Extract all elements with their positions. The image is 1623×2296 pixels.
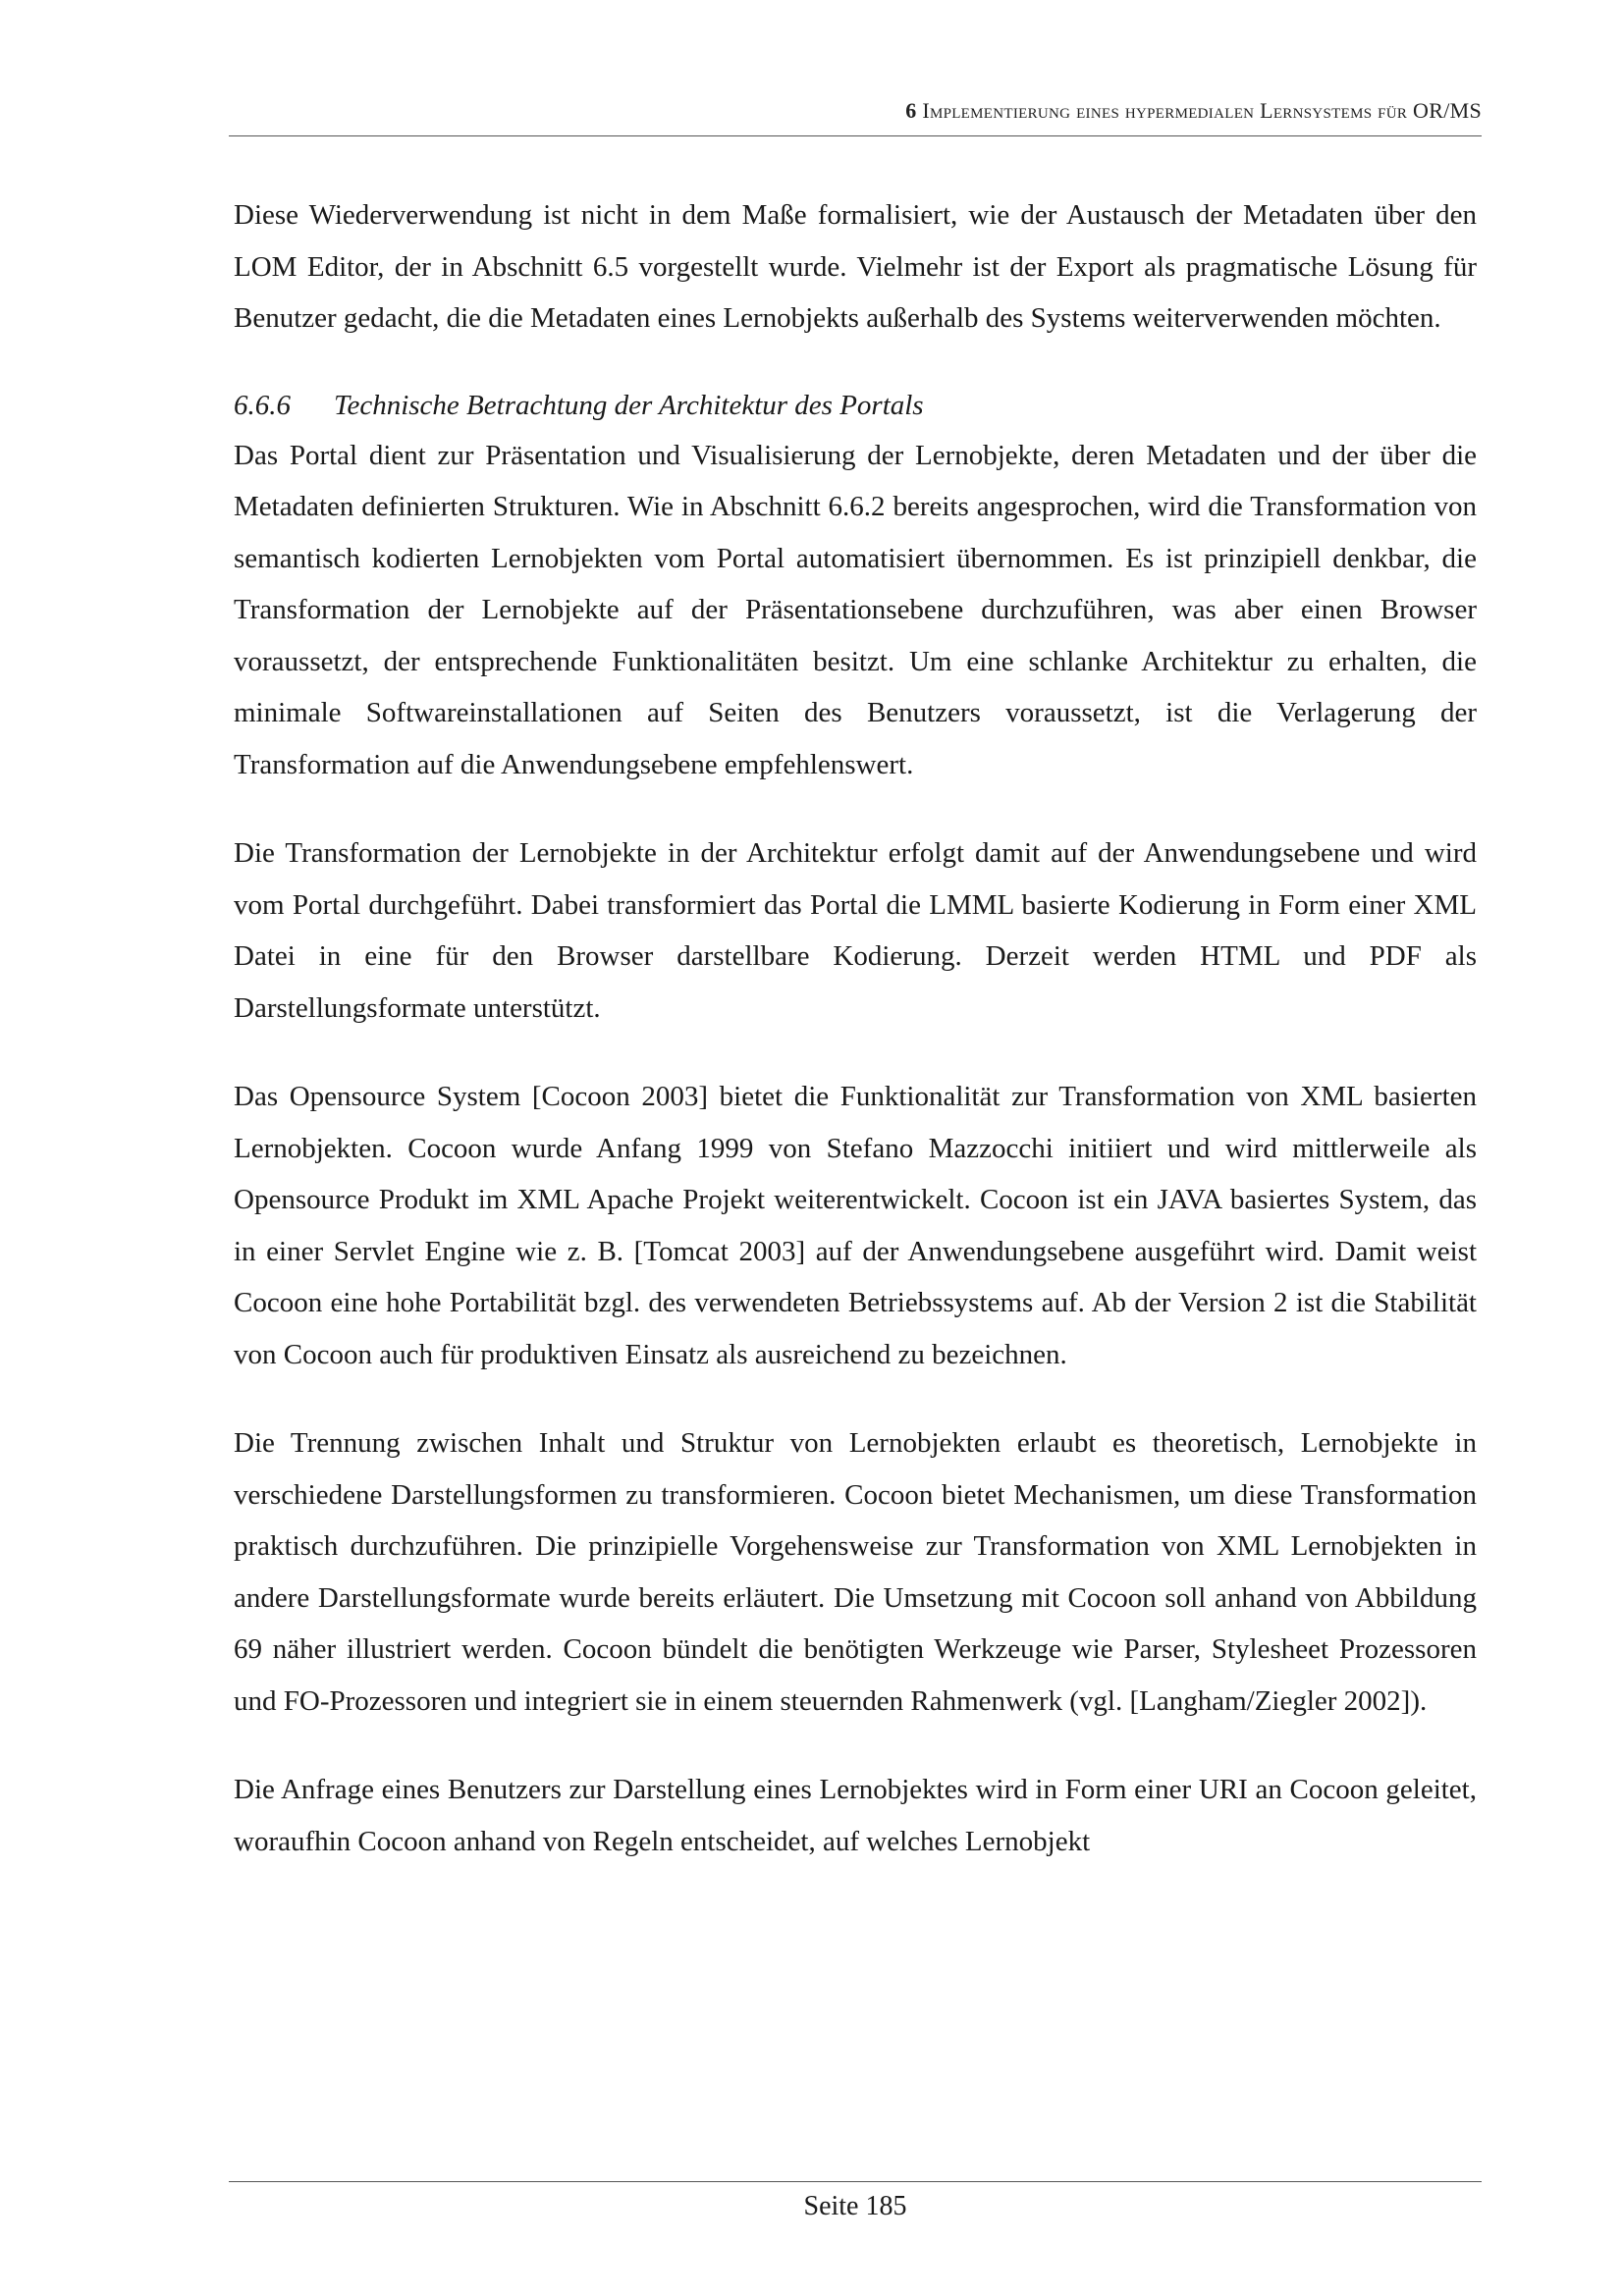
section-number: 6.6.6 xyxy=(234,389,291,421)
footer-rule xyxy=(229,2181,1482,2182)
section-title: Technische Betrachtung der Architektur des Portals xyxy=(334,389,924,421)
header-rule xyxy=(229,135,1482,136)
page-body xyxy=(234,189,1477,1867)
chapter-title: Implementierung eines hypermedialen Lernsystems für OR/MS xyxy=(922,98,1482,123)
paragraph-4: Die Trennung zwischen Inhalt und Struktur von Lernobjekten erlaubt es theoretisch, Lernobjekte in verschiedene Darstellungsformen zu transformieren. Cocoon bietet Mechanismen, um diese Transformation praktisch durchzuführen. Die prinzipielle Vorgehensweise zur Transformation von XML Lernobjekten in andere Darstellungsformate wurde bereits erläutert. Die Umsetzung mit Cocoon soll anhand von Abbildung 69 näher illustriert werden. Cocoon bündelt die benötigten Werkzeuge wie Parser, Stylesheet Prozessoren und FO-Prozessoren und integriert sie in einem steuernden Rahmenwerk (vgl. [Langham/Ziegler 2002]). xyxy=(234,1427,1477,1717)
paragraph-1: Das Portal dient zur Präsentation und Visualisierung der Lernobjekte, deren Metadaten und der über die Metadaten definierten Strukturen. Wie in Abschnitt 6.6.2 bereits angesprochen, wird die Transformation von semantisch kodierten Lernobjekten vom Portal automatisiert übernommen. Es ist prinzipiell denkbar, die Transformation der Lernobjekte auf der Präsentationsebene durchzuführen, was aber einen Browser voraussetzt, der entsprechende Funktionalitäten besitzt. Um eine schlanke Architektur zu erhalten, die minimale Softwareinstallationen auf Seiten des Benutzers voraussetzt, ist die Verlagerung der Transformation auf die Anwendungsebene empfehlenswert. xyxy=(234,439,1477,780)
page-number: Seite 185 xyxy=(803,2191,907,2221)
paragraph-3: Das Opensource System [Cocoon 2003] bietet die Funktionalität zur Transformation von XML basierten Lernobjekten. Cocoon wurde Anfang 1999 von Stefano Mazzocchi initiiert und wird mittlerweile als Opensource Produkt im XML Apache Projekt weiterentwickelt. Cocoon ist ein JAVA basiertes System, das in einer Servlet Engine wie z. B. [Tomcat 2003] auf der Anwendungsebene ausgeführt wird. Damit weist Cocoon eine hohe Portabilität bzgl. des verwendeten Betriebssystems auf. Ab der Version 2 ist die Stabilität von Cocoon auch für produktiven Einsatz als ausreichend zu bezeichnen. xyxy=(234,1081,1477,1370)
paragraph-5: Die Anfrage eines Benutzers zur Darstellung eines Lernobjektes wird in Form einer URI an Cocoon geleitet, woraufhin Cocoon anhand von Regeln entscheidet, auf welches Lernobjekt xyxy=(234,1774,1477,1857)
running-header xyxy=(229,98,1482,137)
paragraph-2: Die Transformation der Lernobjekte in der Architektur erfolgt damit auf der Anwendungsebene und wird vom Portal durchgeführt. Dabei transformiert das Portal die LMML basierte Kodierung in Form einer XML Datei in eine für den Browser darstellbare Kodierung. Derzeit werden HTML und PDF als Darstellungsformate unterstützt. xyxy=(234,837,1477,1024)
paragraph-intro: Diese Wiederverwendung ist nicht in dem Maße formalisiert, wie der Austausch der Metadaten über den LOM Editor, der in Abschnitt 6.5 vorgestellt wurde. Vielmehr ist der Export als pragmatische Lösung für Benutzer gedacht, die die Metadaten eines Lernobjekts außerhalb des Systems weiterverwenden möchten. xyxy=(234,199,1477,334)
section-heading xyxy=(234,381,1477,430)
chapter-number: 6 xyxy=(905,98,917,123)
